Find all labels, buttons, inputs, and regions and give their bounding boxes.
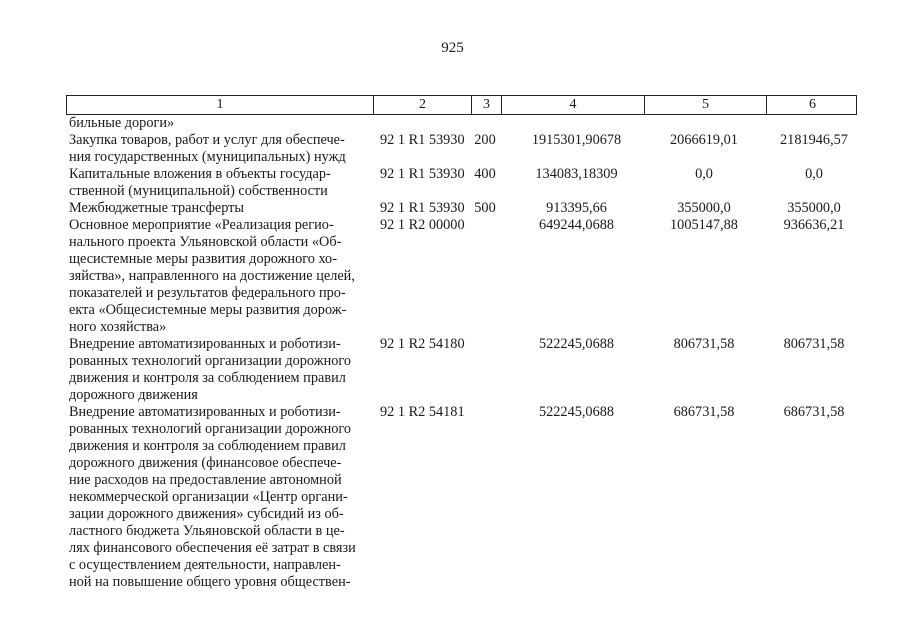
description-line: Закупка товаров, работ и услуг для обеспече- xyxy=(69,132,345,148)
column-header-1: 1 xyxy=(216,97,224,112)
description-line: ной на повышение общего уровня обществен- xyxy=(69,574,351,590)
description-line: Внедрение автоматизированных и роботизи- xyxy=(69,336,341,352)
budget-table xyxy=(66,95,857,591)
description-line: бильные дороги» xyxy=(69,115,175,131)
description-line: Внедрение автоматизированных и роботизи- xyxy=(69,404,341,420)
row-value-2024 xyxy=(500,115,643,132)
description-line: лях финансового обеспечения её затрат в связи xyxy=(69,540,356,556)
description-line: рованных технологий организации дорожного xyxy=(69,353,352,369)
page-number: 925 xyxy=(441,40,464,56)
row-value-2024: 1915301,90678 xyxy=(531,132,622,148)
row-value-2025: 355000,0 xyxy=(677,200,731,216)
table-header-row xyxy=(66,95,857,115)
row-value-2026: 686731,58 xyxy=(783,404,845,420)
row-target-code: 92 1 R2 00000 xyxy=(380,217,465,233)
row-description xyxy=(66,200,372,217)
description-line: Основное мероприятие «Реализация регио- xyxy=(69,217,334,233)
row-value-2024: 522245,0688 xyxy=(538,336,615,352)
row-description xyxy=(66,217,372,336)
row-value-2024: 649244,0688 xyxy=(538,217,615,233)
description-line: екта «Общесистемные меры развития дорож- xyxy=(69,302,347,318)
row-value-2024: 522245,0688 xyxy=(538,404,615,420)
row-expense-type: 200 xyxy=(474,132,496,148)
row-expense-type: 500 xyxy=(474,200,496,216)
row-expense-type xyxy=(470,115,500,132)
table-row xyxy=(66,115,857,132)
row-expense-type xyxy=(470,336,500,404)
column-header-4: 4 xyxy=(501,96,644,114)
description-line: движения и контроля за соблюдением правил xyxy=(69,438,346,454)
description-line: ния государственных (муниципальных) нужд xyxy=(69,149,346,165)
table-row xyxy=(66,132,857,166)
table-row xyxy=(66,200,857,217)
description-line: некоммерческой организации «Центр органи- xyxy=(69,489,348,505)
description-line: Капитальные вложения в объекты государ- xyxy=(69,166,331,182)
description-line: ластного бюджета Ульяновской области в це- xyxy=(69,523,345,539)
column-header-6: 6 xyxy=(766,96,858,114)
row-value-2025: 2066619,01 xyxy=(670,132,738,148)
description-line: рованных технологий организации дорожного xyxy=(69,421,352,437)
description-line: Межбюджетные трансферты xyxy=(69,200,245,216)
row-expense-type xyxy=(470,404,500,591)
row-target-code: 92 1 R2 54181 xyxy=(380,404,465,420)
description-line: показателей и результатов федерального про- xyxy=(69,285,346,301)
row-value-2026: 355000,0 xyxy=(787,200,841,216)
description-line: с осуществлением деятельности, направлен- xyxy=(69,557,341,573)
description-line: ного хозяйства» xyxy=(69,319,167,335)
description-line: щесистемные меры развития дорожного хо- xyxy=(69,251,337,267)
table-row xyxy=(66,166,857,200)
table-row xyxy=(66,336,857,404)
row-value-2026 xyxy=(765,115,857,132)
row-value-2026: 0,0 xyxy=(805,166,823,182)
row-target-code xyxy=(372,115,470,132)
row-description xyxy=(66,166,372,200)
description-line: ние расходов на предоставление автономной xyxy=(69,472,342,488)
row-value-2026: 936636,21 xyxy=(783,217,845,233)
row-value-2025: 686731,58 xyxy=(673,404,735,420)
description-line: зяйства», направленного на достижение целей, xyxy=(69,268,355,284)
row-value-2025: 0,0 xyxy=(695,166,713,182)
row-target-code: 92 1 R1 53930 xyxy=(380,132,465,148)
row-expense-type: 400 xyxy=(474,166,496,182)
row-description xyxy=(66,404,372,591)
row-description xyxy=(66,115,372,132)
description-line: дорожного движения (финансовое обеспече- xyxy=(69,455,342,471)
row-value-2024: 134083,18309 xyxy=(535,166,618,182)
row-description xyxy=(66,336,372,404)
row-value-2025: 1005147,88 xyxy=(670,217,738,233)
row-value-2026: 2181946,57 xyxy=(780,132,848,148)
column-header-5: 5 xyxy=(644,96,766,114)
column-header-2: 2 xyxy=(373,96,471,114)
column-header-3: 3 xyxy=(471,96,501,114)
table-body xyxy=(66,115,857,591)
row-target-code: 92 1 R2 54180 xyxy=(380,336,465,352)
description-line: нального проекта Ульяновской области «Об- xyxy=(69,234,342,250)
row-description xyxy=(66,132,372,166)
row-value-2026: 806731,58 xyxy=(783,336,845,352)
description-line: движения и контроля за соблюдением правил xyxy=(69,370,346,386)
description-line: ственной (муниципальной) собственности xyxy=(69,183,328,199)
row-value-2025: 806731,58 xyxy=(673,336,735,352)
row-target-code: 92 1 R1 53930 xyxy=(380,200,465,216)
description-line: зации дорожного движения» субсидий из об- xyxy=(69,506,344,522)
description-line: дорожного движения xyxy=(69,387,198,403)
row-expense-type xyxy=(470,217,500,336)
row-value-2024: 913395,66 xyxy=(546,200,607,216)
row-target-code: 92 1 R1 53930 xyxy=(380,166,465,182)
table-row xyxy=(66,217,857,336)
table-row xyxy=(66,404,857,591)
row-value-2025 xyxy=(643,115,765,132)
